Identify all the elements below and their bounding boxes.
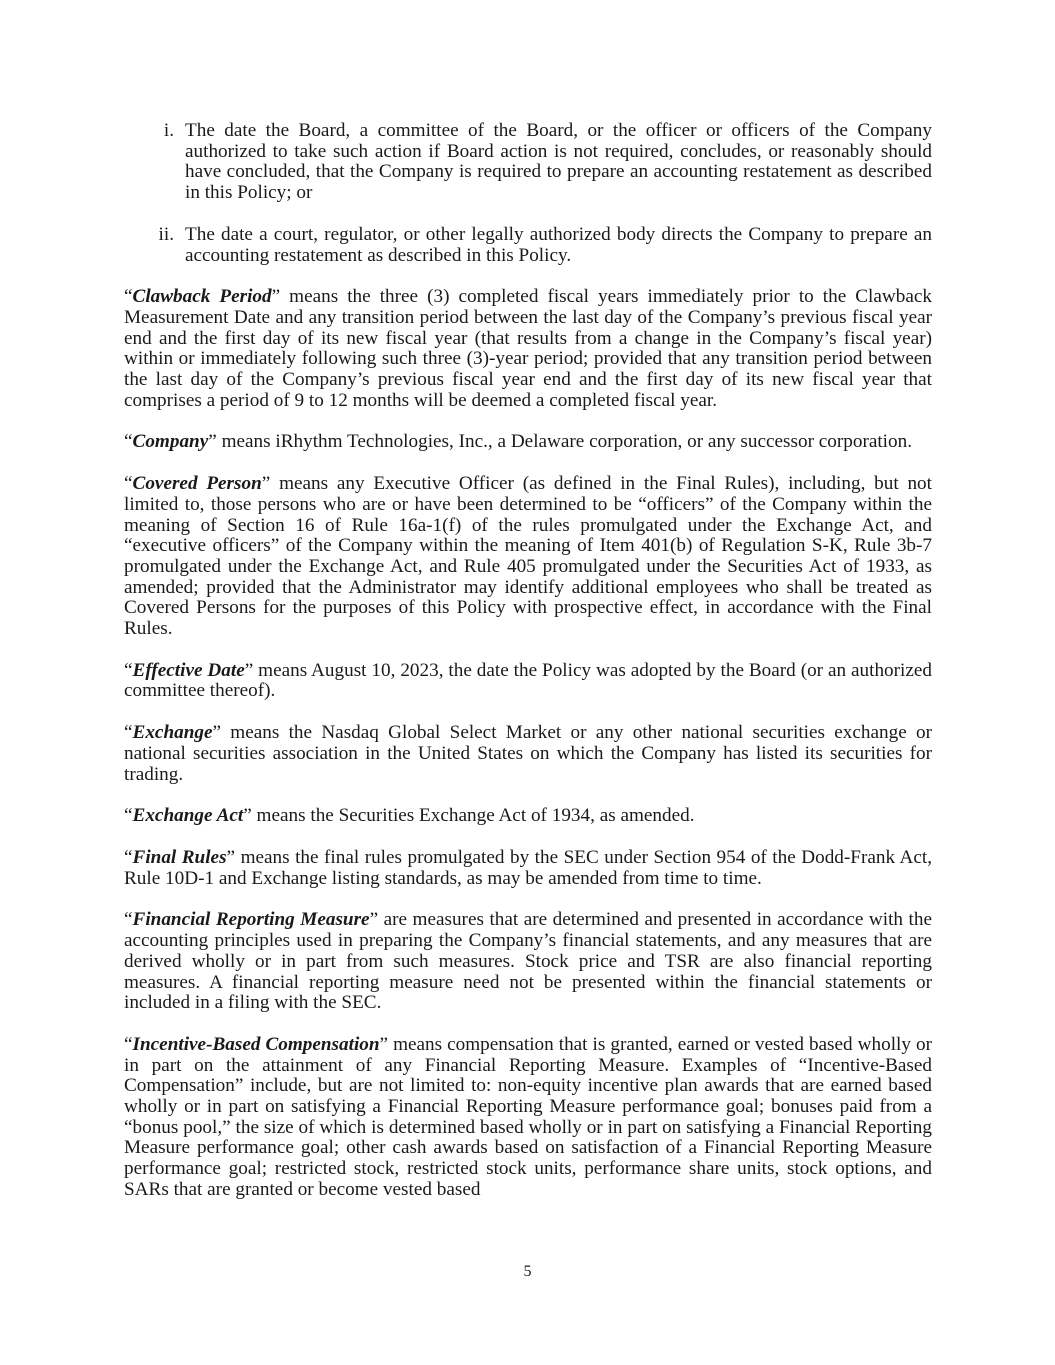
defined-term: Exchange Act — [132, 805, 244, 827]
list-marker: i. — [163, 120, 174, 141]
definition-text: means compensation that is granted, earned or vested based wholly or in part on the attainment of any Financial Reporting Measure. Examples of “Incentive-Based Compensation” include, but are not limited to: non-equity incentive plan awards that are earned based wholly or in part on satisfying a Financial Reporting Measure performance goal; bonuses paid from a “bonus pool,” the size of which is determined based wholly or in part on satisfying a Financial Reporting Measure performance goal; other cash awards based on satisfaction of a Financial Reporting Measure performance goal; restricted stock, restricted stock units, performance share units, stock options, and SARs that are granted or become vested based — [124, 1033, 932, 1200]
definition-paragraph: “Incentive-Based Compensation” means compensation that is granted, earned or vested based wholly or in part on the attainment of any Financial Reporting Measure. Examples of “Incentive-Based Compensation” include, but are not limited to: non-equity incentive plan awards that are earned based wholly or in part on satisfying a Financial Reporting Measure performance goal; bonuses paid from a “bonus pool,” the size of which is determined based wholly or in part on satisfying a Financial Reporting Measure performance goal; other cash awards based on satisfaction of a Financial Reporting Measure performance goal; restricted stock, restricted stock units, performance share units, stock options, and SARs that are granted or become vested based — [124, 1033, 932, 1200]
definition-paragraph: “Effective Date” means August 10, 2023, the date the Policy was adopted by the Board (or an authorized committee thereof). — [124, 659, 932, 702]
definition-paragraph: “Exchange” means the Nasdaq Global Select Market or any other national securities exchange or national securities association in the United States on which the Company has listed its securities for trading. — [124, 722, 932, 785]
list-marker: ii. — [158, 223, 174, 245]
definition-paragraph: “Company” means iRhythm Technologies, Inc., a Delaware corporation, or any successor corporation. — [124, 431, 912, 453]
defined-term: Clawback Period — [132, 286, 272, 308]
document-body — [124, 121, 932, 1222]
definition-text: means any Executive Officer (as defined in the Final Rules), including, but not limited to, those persons who are or have been determined to be “officers” of the Company within the meaning of Section 16 of Rule 16a-1(f) of the rules promulgated under the Exchange Act, and “executive officers” of the Company within the meaning of Item 401(b) of Regulation S-K, Rule 3b-7 promulgated under the Exchange Act, and Rule 405 promulgated under the Securities Act of 1933, as amended; provided that the Administrator may identify additional employees who shall be treated as Covered Persons for the purposes of this Policy with prospective effect, in accordance with the Final Rules. — [124, 473, 932, 640]
page-number: 5 — [523, 1263, 532, 1280]
list-item — [124, 225, 932, 266]
definition-text: are measures that are determined and presented in accordance with the accounting principles used in preparing the Company’s financial statements, and any measures that are derived wholly or in part from such measures. Stock price and TSR are also financial reporting measures. A financial reporting measure need not be presented within the financial statements or included in a filing with the SEC. — [124, 909, 932, 1014]
defined-term: Company — [132, 431, 209, 453]
defined-term: Exchange — [132, 722, 213, 744]
definition-paragraph: “Clawback Period” means the three (3) completed fiscal years immediately prior to the Clawback Measurement Date and any transition period between the last day of the Company’s previous fiscal year end and the first day of its new fiscal year (that results from a change in the Company’s fiscal year) within or immediately following such three (3)-year period; provided that any transition period between the last day of the Company’s previous fiscal year end and the first day of its new fiscal year that comprises a period of 9 to 12 months will be deemed a completed fiscal year. — [124, 286, 932, 411]
definition-text: means the final rules promulgated by the SEC under Section 954 of the Dodd-Frank Act, Rule 10D-1 and Exchange listing standards, as may be amended from time to time. — [124, 846, 932, 889]
defined-term: Covered Person — [132, 473, 262, 495]
definition-paragraph: “Covered Person” means any Executive Officer (as defined in the Final Rules), including, but not limited to, those persons who are or have been determined to be “officers” of the Company within the meaning of Section 16 of Rule 16a-1(f) of the rules promulgated under the Exchange Act, and “executive officers” of the Company within the meaning of Item 401(b) of Regulation S-K, Rule 3b-7 promulgated under the Exchange Act, and Rule 405 promulgated under the Securities Act of 1933, as amended; provided that the Administrator may identify additional employees who shall be treated as Covered Persons for the purposes of this Policy with prospective effect, in accordance with the Final Rules. — [124, 473, 932, 640]
definition-text: means the Securities Exchange Act of 1934, as amended. — [256, 805, 695, 827]
definition-text: means the Nasdaq Global Select Market or any other national securities exchange or national securities association in the United States on which the Company has listed its securities for trading. — [124, 722, 932, 785]
list-item-text: The date the Board, a committee of the Board, or the officer or officers of the Company authorized to take such action if Board action is not required, concludes, or reasonably should have concluded, that the Company is required to prepare an accounting restatement as described in this Policy; or — [185, 120, 932, 204]
definition-text: means iRhythm Technologies, Inc., a Delaware corporation, or any successor corporation. — [221, 431, 912, 453]
definition-paragraph: “Financial Reporting Measure” are measures that are determined and presented in accordance with the accounting principles used in preparing the Company’s financial statements, and any measures that are derived wholly or in part from such measures. Stock price and TSR are also financial reporting measures. A financial reporting measure need not be presented within the financial statements or included in a filing with the SEC. — [124, 909, 932, 1014]
definition-text: means August 10, 2023, the date the Policy was adopted by the Board (or an authorized committee thereof). — [124, 659, 932, 702]
defined-term: Incentive-Based Compensation — [132, 1033, 380, 1055]
defined-term: Final Rules — [132, 846, 227, 868]
definition-paragraph: “Exchange Act” means the Securities Exchange Act of 1934, as amended. — [124, 805, 695, 827]
defined-term: Effective Date — [132, 659, 245, 681]
list-item — [124, 121, 932, 204]
defined-term: Financial Reporting Measure — [132, 909, 370, 931]
definition-paragraph: “Final Rules” means the final rules promulgated by the SEC under Section 954 of the Dodd-Frank Act, Rule 10D-1 and Exchange listing standards, as may be amended from time to time. — [124, 846, 932, 889]
definition-text: means the three (3) completed fiscal years immediately prior to the Clawback Measurement Date and any transition period between the last day of the Company’s previous fiscal year end and the first day of its new fiscal year (that results from a change in the Company’s fiscal year) within or immediately following such three (3)-year period; provided that any transition period between the last day of the Company’s previous fiscal year end and the first day of its new fiscal year that comprises a period of 9 to 12 months will be deemed a completed fiscal year. — [124, 286, 932, 411]
list-item-text: The date a court, regulator, or other legally authorized body directs the Company to prepare an accounting restatement as described in this Policy. — [185, 223, 932, 266]
